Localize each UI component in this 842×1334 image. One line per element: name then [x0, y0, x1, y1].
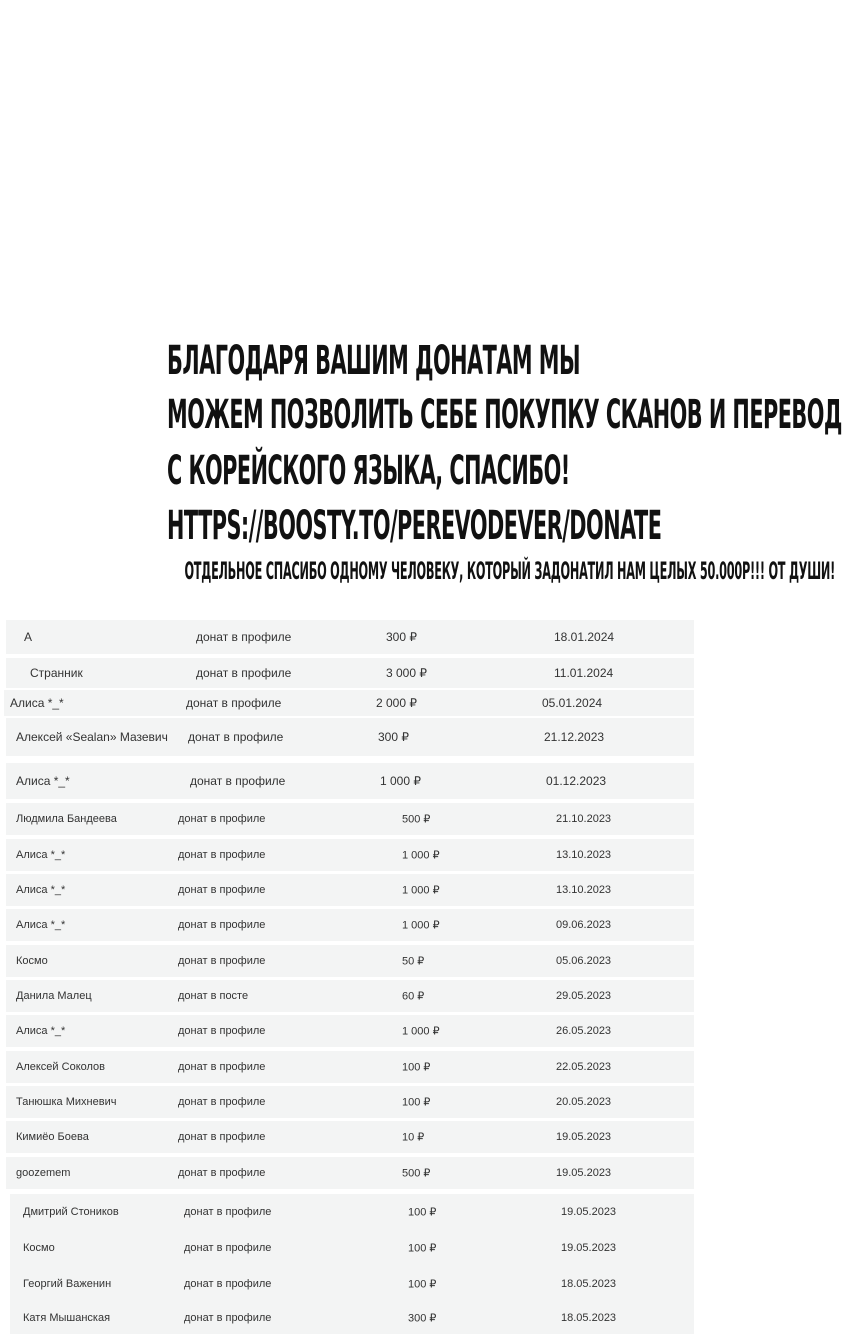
donation-amount: 100 ₽ [402, 1061, 431, 1074]
donation-type: донат в профиле [178, 1167, 266, 1179]
donation-amount: 100 ₽ [402, 1096, 431, 1109]
donor-name: Космо [16, 955, 48, 967]
donation-type: донат в профиле [178, 1131, 266, 1143]
table-row [4, 690, 694, 716]
table-row [10, 1194, 694, 1230]
donor-name: Алиса *_* [16, 919, 66, 931]
donation-amount: 100 ₽ [408, 1278, 437, 1291]
table-row [6, 1121, 694, 1153]
donation-amount: 10 ₽ [402, 1131, 425, 1144]
table-row [6, 874, 694, 906]
donation-amount: 500 ₽ [402, 1167, 431, 1180]
donor-name: Космо [23, 1242, 55, 1254]
donation-amount: 1 000 ₽ [402, 919, 440, 932]
donation-amount: 500 ₽ [402, 813, 431, 826]
donation-type: донат в профиле [184, 1242, 272, 1254]
donor-name: Дмитрий Стоников [23, 1206, 119, 1218]
donor-name: goozemem [16, 1167, 71, 1179]
donate-link[interactable]: HTTPS://BOOSTY.TO/PEREVODEVER/DONATE [167, 503, 662, 549]
table-row [6, 1086, 694, 1118]
donation-date: 20.05.2023 [556, 1096, 612, 1108]
donation-amount: 50 ₽ [402, 955, 425, 968]
donation-amount: 2 000 ₽ [376, 696, 417, 710]
donation-date: 18.01.2024 [554, 630, 615, 644]
table-row [6, 1051, 694, 1083]
donor-name: А [24, 630, 33, 644]
table-row [6, 1157, 694, 1189]
donor-name: Алексей Соколов [16, 1061, 106, 1073]
table-row [6, 658, 694, 688]
table-row [6, 718, 694, 756]
donation-date: 19.05.2023 [561, 1206, 617, 1218]
donation-amount: 100 ₽ [408, 1206, 437, 1219]
donation-date: 18.05.2023 [561, 1278, 617, 1290]
donation-type: донат в профиле [190, 774, 286, 788]
donor-name: Алиса *_* [16, 884, 66, 896]
donation-amount: 1 000 ₽ [402, 849, 440, 862]
donation-type: донат в профиле [178, 1025, 266, 1037]
headline-line-1: БЛАГОДАРЯ ВАШИМ ДОНАТАМ МЫ [167, 338, 580, 384]
table-row [6, 620, 694, 654]
donor-name: Георгий Важенин [23, 1278, 112, 1290]
donation-date: 09.06.2023 [556, 919, 612, 931]
donation-amount: 1 000 ₽ [402, 884, 440, 897]
donation-date: 19.05.2023 [556, 1167, 612, 1179]
table-row [6, 839, 694, 871]
donation-type: донат в профиле [178, 849, 266, 861]
donation-date: 29.05.2023 [556, 990, 612, 1002]
donor-name: Алиса *_* [16, 774, 70, 788]
donation-type: донат в профиле [184, 1206, 272, 1218]
donation-date: 18.05.2023 [561, 1312, 617, 1324]
donation-amount: 100 ₽ [408, 1242, 437, 1255]
donation-type: донат в профиле [186, 696, 282, 710]
donor-name: Катя Мышанская [23, 1312, 111, 1324]
table-row [6, 945, 694, 977]
donation-amount: 300 ₽ [386, 630, 417, 644]
donor-name: Странник [30, 666, 83, 680]
donation-date: 13.10.2023 [556, 849, 612, 861]
table-row [6, 763, 694, 799]
donor-name: Алиса *_* [16, 849, 66, 861]
donor-name: Алиса *_* [16, 1025, 66, 1037]
donation-type: донат в профиле [178, 884, 266, 896]
table-row [6, 909, 694, 941]
donation-date: 05.06.2023 [556, 955, 612, 967]
donor-name: Кимиёо Боева [16, 1131, 89, 1143]
donation-date: 11.01.2024 [554, 666, 614, 680]
donation-type: донат в профиле [184, 1278, 272, 1290]
donation-date: 26.05.2023 [556, 1025, 612, 1037]
headline-line-3: С КОРЕЙСКОГО ЯЗЫКА, СПАСИБО! [167, 448, 570, 494]
donation-date: 05.01.2024 [542, 696, 603, 710]
donor-name: Алиса *_* [10, 696, 64, 710]
donation-date: 19.05.2023 [561, 1242, 617, 1254]
donation-date: 01.12.2023 [546, 774, 607, 788]
table-row [10, 1230, 694, 1266]
donation-type: донат в профиле [178, 1096, 266, 1108]
donation-amount: 300 ₽ [378, 730, 409, 744]
donor-name: Людмила Бандеева [16, 813, 117, 825]
donation-amount: 1 000 ₽ [402, 1025, 440, 1038]
donation-date: 19.05.2023 [556, 1131, 612, 1143]
donation-date: 21.10.2023 [556, 813, 612, 825]
donation-type: донат в профиле [188, 730, 284, 744]
donation-type: донат в профиле [178, 955, 266, 967]
donation-type: донат в профиле [178, 813, 266, 825]
donation-amount: 60 ₽ [402, 990, 425, 1003]
table-row [6, 1015, 694, 1047]
donor-name: Танюшка Михневич [16, 1096, 117, 1108]
donation-type: донат в посте [178, 990, 249, 1002]
headline-line-2: МОЖЕМ ПОЗВОЛИТЬ СЕБЕ ПОКУПКУ СКАНОВ И ПЕРЕВОД [167, 392, 842, 438]
donor-name: Данила Малец [16, 990, 92, 1002]
donation-amount: 3 000 ₽ [386, 666, 427, 680]
table-row [10, 1302, 694, 1334]
donation-type: донат в профиле [178, 1061, 266, 1073]
donor-name: Алексей «Sealan» Мазевич [16, 730, 168, 744]
donation-date: 22.05.2023 [556, 1061, 612, 1073]
donation-date: 21.12.2023 [544, 730, 605, 744]
donation-type: донат в профиле [184, 1312, 272, 1324]
donation-amount: 300 ₽ [408, 1312, 437, 1325]
donation-type: донат в профиле [196, 666, 292, 680]
donation-amount: 1 000 ₽ [380, 774, 421, 788]
donation-type: донат в профиле [196, 630, 292, 644]
table-row [10, 1266, 694, 1302]
donation-type: донат в профиле [178, 919, 266, 931]
donation-date: 13.10.2023 [556, 884, 612, 896]
table-row [6, 980, 694, 1012]
table-row [6, 803, 694, 835]
special-thanks: ОТДЕЛЬНОЕ СПАСИБО ОДНОМУ ЧЕЛОВЕКУ, КОТОРЫЙ ЗАДОНАТИЛ НАМ ЦЕЛЫХ 50.000Р!!! ОТ ДУШИ! [184, 557, 836, 585]
